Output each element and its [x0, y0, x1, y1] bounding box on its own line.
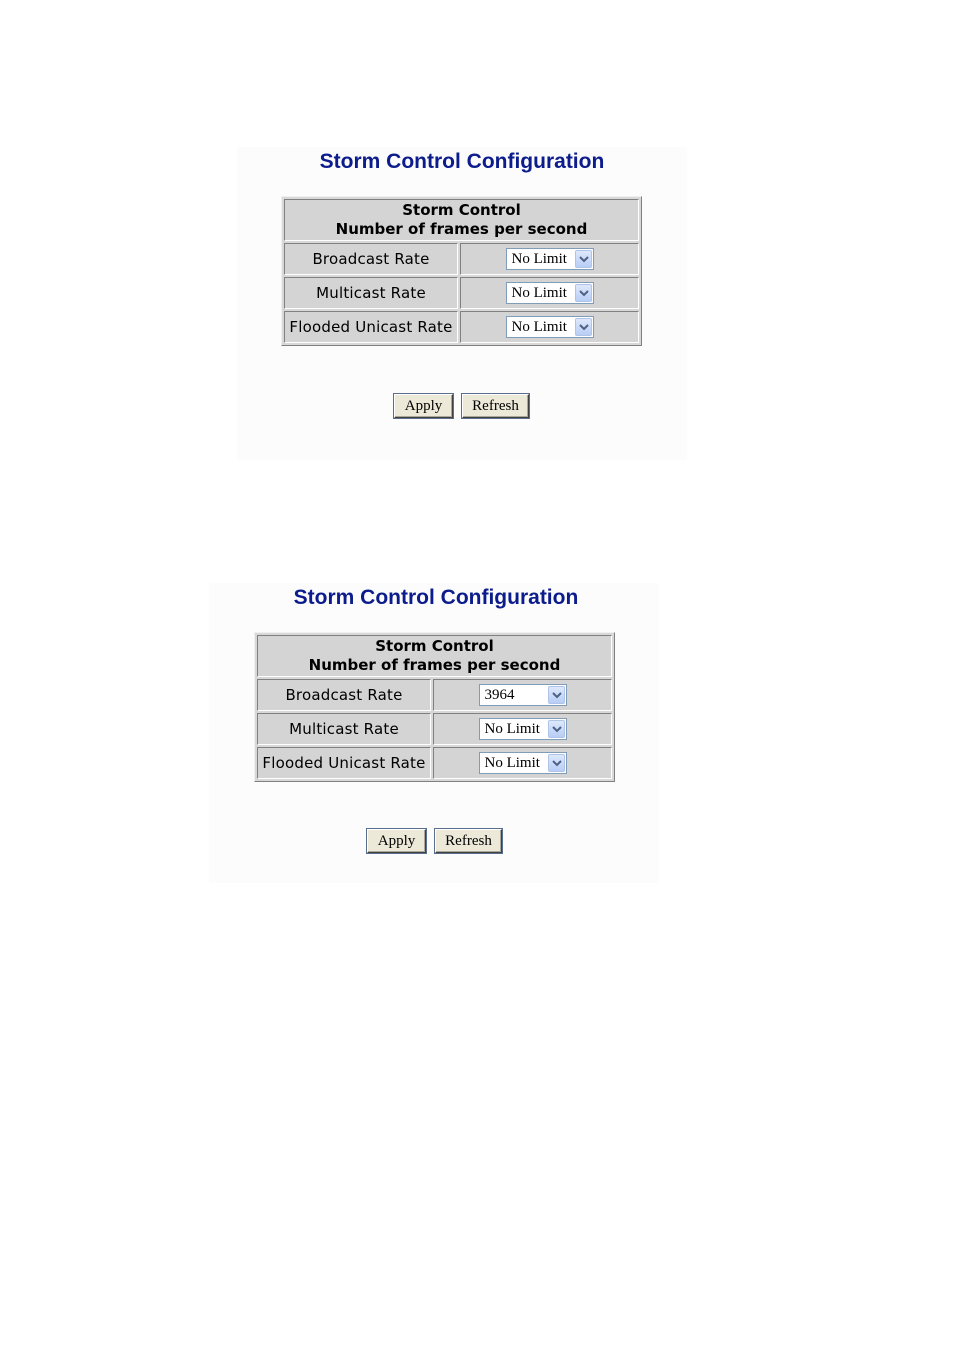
broadcast-rate-label: Broadcast Rate: [257, 679, 431, 711]
table-header: [257, 635, 612, 677]
page-title: Storm Control Configuration: [293, 586, 579, 609]
apply-button[interactable]: Apply: [394, 394, 453, 418]
storm-control-panel-default: [237, 147, 687, 460]
header-subtitle: Number of frames per second: [308, 656, 561, 674]
multicast-rate-select[interactable]: [479, 718, 567, 740]
chevron-down-icon[interactable]: [575, 284, 592, 302]
broadcast-rate-select[interactable]: [479, 684, 567, 706]
table-row: [257, 679, 612, 711]
refresh-button[interactable]: Refresh: [462, 394, 529, 418]
select-value: No Limit: [511, 251, 567, 267]
select-value: No Limit: [511, 285, 567, 301]
flooded-unicast-rate-label: Flooded Unicast Rate: [257, 747, 431, 779]
table-row: [284, 277, 639, 309]
table-row: [284, 311, 639, 343]
broadcast-rate-select[interactable]: [506, 248, 594, 270]
flooded-unicast-rate-select[interactable]: [479, 752, 567, 774]
select-value: No Limit: [511, 319, 567, 335]
broadcast-rate-label: Broadcast Rate: [284, 243, 458, 275]
select-value: 3964: [484, 687, 515, 703]
chevron-down-icon[interactable]: [575, 318, 592, 336]
page-title: Storm Control Configuration: [319, 150, 605, 173]
header-title: Storm Control: [402, 201, 521, 219]
table-row: [257, 747, 612, 779]
chevron-down-icon[interactable]: [575, 250, 592, 268]
header-title: Storm Control: [375, 637, 494, 655]
table-header: [284, 199, 639, 241]
storm-control-table: [254, 632, 615, 782]
table-row: [257, 713, 612, 745]
chevron-down-icon[interactable]: [548, 720, 565, 738]
apply-button[interactable]: Apply: [367, 829, 426, 853]
table-row: [284, 243, 639, 275]
select-value: No Limit: [484, 721, 540, 737]
chevron-down-icon[interactable]: [548, 686, 565, 704]
header-subtitle: Number of frames per second: [335, 220, 588, 238]
chevron-down-icon[interactable]: [548, 754, 565, 772]
select-value: No Limit: [484, 755, 540, 771]
multicast-rate-label: Multicast Rate: [257, 713, 431, 745]
refresh-button[interactable]: Refresh: [435, 829, 502, 853]
flooded-unicast-rate-label: Flooded Unicast Rate: [284, 311, 458, 343]
multicast-rate-select[interactable]: [506, 282, 594, 304]
multicast-rate-label: Multicast Rate: [284, 277, 458, 309]
storm-control-table: [281, 196, 642, 346]
storm-control-panel-configured: [209, 583, 659, 883]
flooded-unicast-rate-select[interactable]: [506, 316, 594, 338]
